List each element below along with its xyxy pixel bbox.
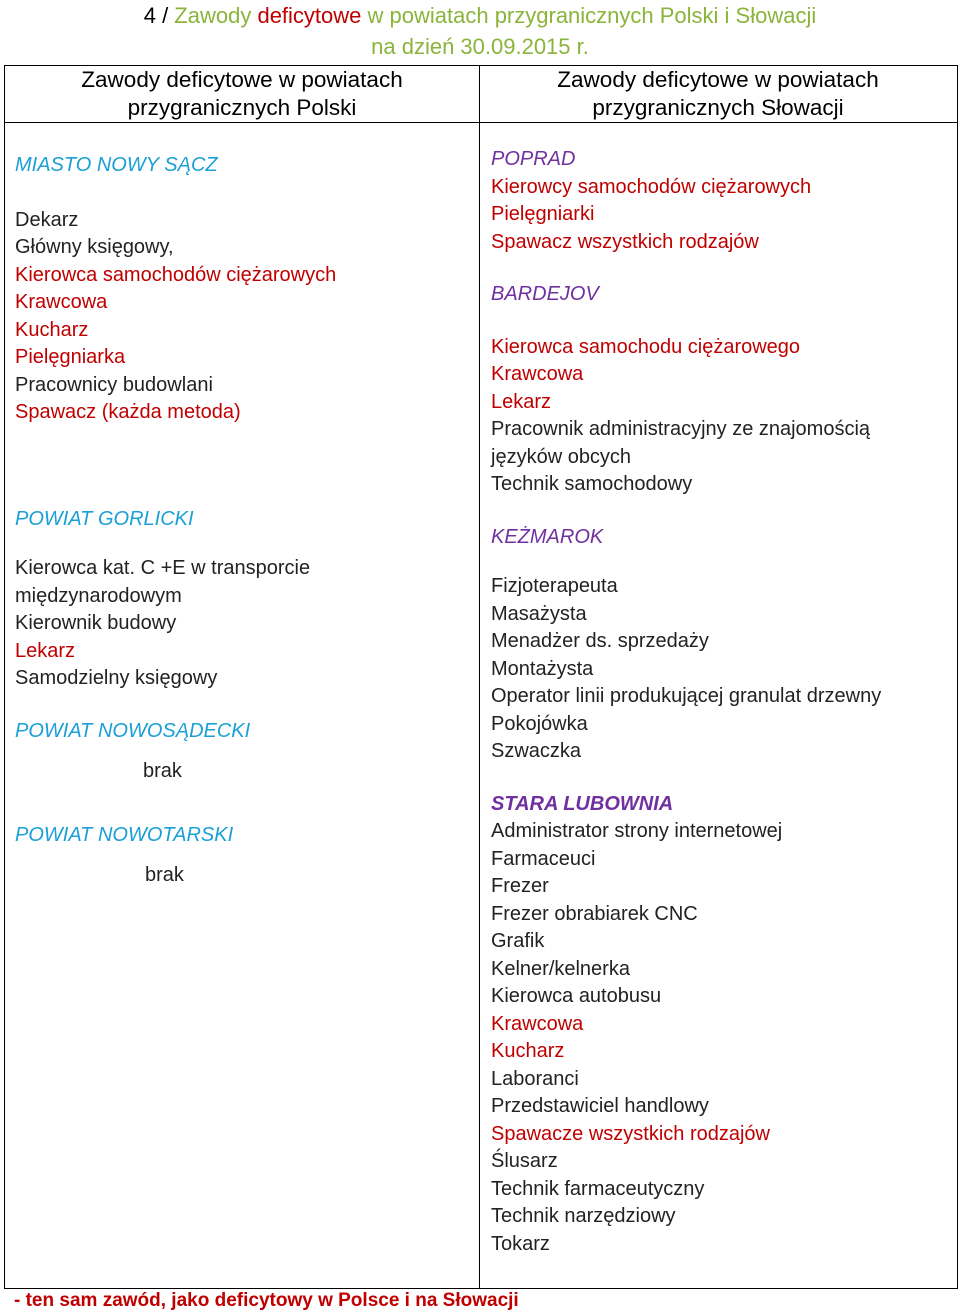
list-item: Pracownik administracyjny ze znajomością xyxy=(491,418,871,440)
list-item: Ślusarz xyxy=(491,1150,558,1172)
slovakia-header-line-2: przygranicznych Słowacji xyxy=(592,95,844,120)
poland-header-line-2: przygranicznych Polski xyxy=(127,95,357,120)
list-item: Grafik xyxy=(491,930,545,952)
list-item: Tokarz xyxy=(491,1232,550,1255)
poland-column-header xyxy=(5,66,479,122)
list-item: Lekarz xyxy=(491,390,552,413)
section-heading-poprad: POPRAD xyxy=(491,148,576,170)
spacer xyxy=(15,693,470,718)
title-line-2: na dzień 30.09.2015 r. xyxy=(371,34,589,59)
spacer xyxy=(491,766,946,791)
title-part-1: Zawody xyxy=(174,3,258,28)
list-item: Kucharz xyxy=(491,1040,565,1062)
list-item: Kierowca autobusu xyxy=(491,985,662,1007)
spacer xyxy=(491,551,946,573)
spacer xyxy=(15,427,470,506)
list-item: Szwaczka xyxy=(491,740,582,762)
poland-column xyxy=(15,152,470,890)
slovakia-column xyxy=(491,146,946,1258)
list-item: Kelner/kelnerka xyxy=(491,957,630,980)
section-heading-nowy-sacz: MIASTO NOWY SĄCZ xyxy=(15,154,218,176)
header-divider xyxy=(4,122,958,123)
list-item: Frezer xyxy=(491,875,549,897)
slovakia-header-line-1: Zawody deficytowe w powiatach xyxy=(557,67,879,92)
list-item: Kucharz xyxy=(15,318,89,341)
list-item: Pielęgniarka xyxy=(15,346,126,368)
section-heading-nowotarski: POWIAT NOWOTARSKI xyxy=(15,823,234,846)
title-line-1 xyxy=(0,0,960,31)
value-brak: brak xyxy=(145,864,184,886)
title-part-2: deficytowe xyxy=(257,3,362,28)
list-item: Fizjoterapeuta xyxy=(491,575,618,597)
list-item: Lekarz xyxy=(15,639,76,662)
list-item: Kierowca samochodów ciężarowych xyxy=(15,263,337,286)
list-item: Spawacze wszystkich rodzajów xyxy=(491,1122,770,1145)
list-item: Frezer obrabiarek CNC xyxy=(491,902,698,925)
list-item: Kierownik budowy xyxy=(15,612,177,634)
list-item: Krawcowa xyxy=(491,1012,584,1035)
list-item: Kierowca samochodu ciężarowego xyxy=(491,335,801,358)
list-item: Technik samochodowy xyxy=(491,473,693,495)
list-item: Montażysta xyxy=(491,657,594,680)
title-part-3: w powiatach przygranicznych Polski i Słowacji xyxy=(361,3,817,28)
list-item: Kierowca kat. C +E w transporcie xyxy=(15,557,311,579)
list-item: Główny księgowy, xyxy=(15,236,174,258)
section-heading-nowosadecki: POWIAT NOWOSĄDECKI xyxy=(15,719,251,742)
list-item: Farmaceuci xyxy=(491,847,596,870)
legend-note: - ten sam zawód, jako deficytowy w Polsce i na Słowacji xyxy=(14,1290,519,1311)
poland-header-line-1: Zawody deficytowe w powiatach xyxy=(81,67,403,92)
spacer xyxy=(15,533,470,555)
spacer xyxy=(491,499,946,524)
list-item: Administrator strony internetowej xyxy=(491,820,783,842)
spacer xyxy=(15,180,470,207)
list-item: Dekarz xyxy=(15,208,79,231)
spacer xyxy=(15,745,470,758)
list-item: Krawcowa xyxy=(15,291,108,313)
list-item: Krawcowa xyxy=(491,363,584,385)
list-item: międzynarodowym xyxy=(15,584,182,607)
list-item: Operator linii produkującej granulat drzewny xyxy=(491,685,882,707)
title-prefix: 4 / xyxy=(143,3,175,28)
section-heading-kezmarok: KEŻMAROK xyxy=(491,525,604,548)
column-divider xyxy=(479,65,480,1289)
spacer xyxy=(491,256,946,281)
page-title xyxy=(0,0,960,62)
list-item: Masażysta xyxy=(491,602,587,625)
list-item: Przedstawiciel handlowy xyxy=(491,1095,709,1117)
list-item: Laboranci xyxy=(491,1067,579,1090)
slovakia-column-header xyxy=(481,66,955,122)
spacer xyxy=(15,786,470,822)
list-item: Technik narzędziowy xyxy=(491,1205,676,1227)
list-item: Pokojówka xyxy=(491,712,588,735)
list-item: Pracownicy budowlani xyxy=(15,373,213,396)
section-heading-gorlicki: POWIAT GORLICKI xyxy=(15,507,194,530)
list-item: języków obcych xyxy=(491,445,632,468)
list-item: Pielęgniarki xyxy=(491,203,595,225)
section-heading-stara-lubownia: STARA LUBOWNIA xyxy=(491,792,674,815)
list-item: Kierowcy samochodów ciężarowych xyxy=(491,175,812,198)
spacer xyxy=(491,309,946,334)
value-brak: brak xyxy=(143,760,182,782)
list-item: Menadżer ds. sprzedaży xyxy=(491,630,709,652)
list-item: Spawacz wszystkich rodzajów xyxy=(491,230,759,253)
list-item: Samodzielny księgowy xyxy=(15,667,218,689)
list-item: Spawacz (każda metoda) xyxy=(15,401,241,423)
spacer xyxy=(15,849,470,862)
list-item: Technik farmaceutyczny xyxy=(491,1177,705,1200)
section-heading-bardejov: BARDEJOV xyxy=(491,283,599,305)
